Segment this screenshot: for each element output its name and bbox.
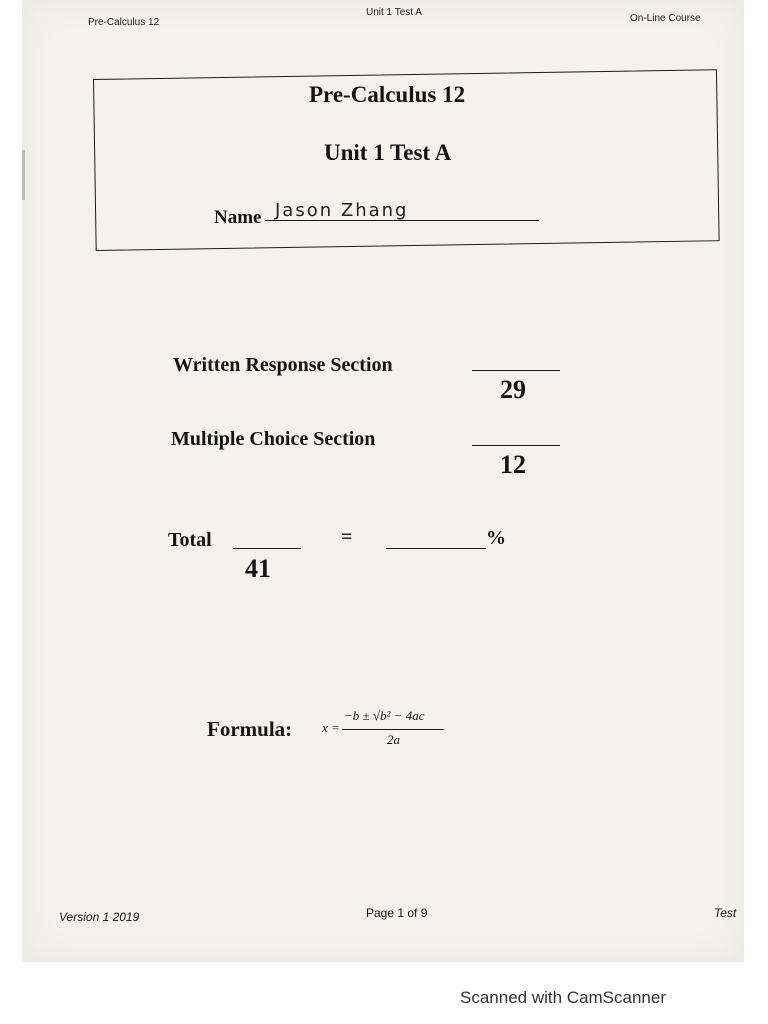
name-label: Name (214, 207, 262, 228)
percent-line (386, 548, 486, 549)
multiple-choice-line (472, 445, 560, 446)
page-edge-shadow (22, 150, 25, 200)
total-score: 41 (245, 554, 271, 583)
equals-sign: = (341, 526, 353, 548)
formula-label: Formula: (207, 717, 293, 741)
fraction-bar (342, 729, 444, 730)
header-delivery: On-Line Course (630, 13, 701, 24)
course-title: Pre-Calculus 12 (309, 82, 466, 107)
total-label: Total (168, 529, 212, 551)
header-course: Pre-Calculus 12 (88, 17, 160, 28)
header-test: Unit 1 Test A (366, 7, 422, 18)
formula-lhs: x = (322, 720, 340, 735)
percent-sign: % (486, 527, 506, 549)
written-response-label: Written Response Section (173, 354, 393, 376)
footer-right: Test (714, 906, 737, 920)
total-line (233, 548, 301, 549)
multiple-choice-label: Multiple Choice Section (171, 428, 376, 450)
footer-page-number: Page 1 of 9 (366, 906, 428, 920)
multiple-choice-score: 12 (500, 450, 526, 479)
camscanner-watermark: Scanned with CamScanner (460, 988, 667, 1007)
footer-version: Version 1 2019 (59, 910, 140, 924)
student-name: Jason Zhang (275, 200, 409, 221)
formula-denominator: 2a (387, 732, 400, 747)
test-title: Unit 1 Test A (324, 140, 452, 165)
written-response-score: 29 (500, 375, 526, 404)
written-response-line (472, 370, 560, 371)
formula-numerator: −b ± √b² − 4ac (344, 708, 425, 723)
